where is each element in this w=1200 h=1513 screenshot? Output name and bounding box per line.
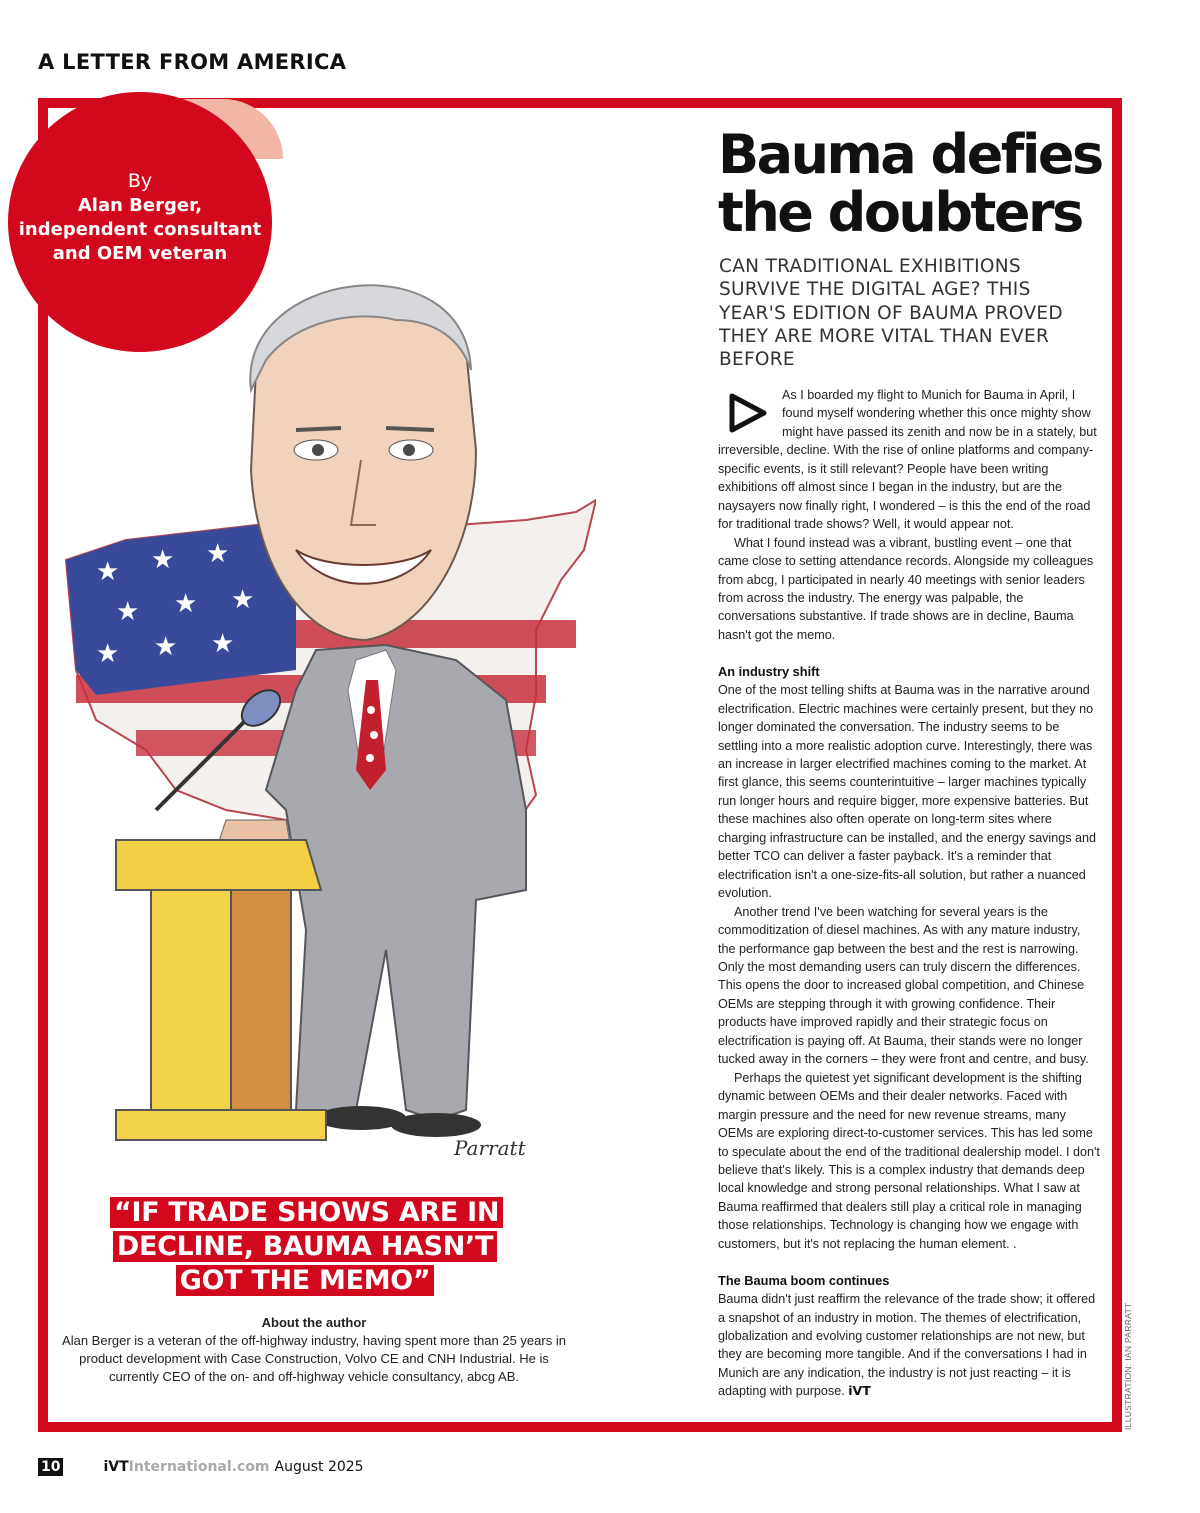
- paragraph-section1-1: One of the most telling shifts at Bauma was in the narrative around electrification. Electric machines were certainly present, but they no longer dominated the conversation. The industry seems to be settling into a more realistic adoption curve. Interestingly, there was an increase in larger electrified machines coming to the market. At first glance, this seems counterintuitive – larger machines typically run longer hours and require bigger, more expensive batteries. But these machines also often operate on long-term sites where charging infrastructure can be installed, and the energy savings and better TCO can deliver a faster payback. It's a reminder that electrification isn't a one-size-fits-all solution, but rather a nuanced evolution.: [718, 683, 1097, 901]
- svg-text:★: ★: [154, 632, 178, 662]
- brand-ivt: iVT: [103, 1459, 129, 1475]
- svg-text:★: ★: [174, 589, 198, 619]
- page-number: 10: [38, 1458, 63, 1476]
- svg-text:★: ★: [206, 539, 230, 569]
- section-label: A LETTER FROM AMERICA: [38, 50, 347, 74]
- paragraph-intro-2: What I found instead was a vibrant, bustling event – one that came close to setting attendance records. Alongside my colleagues from abcg, I participated in nearly 40 meetings with senior leaders from across the industry. The energy was palpable, the conversations substantive. If trade shows are in decline, Bauma hasn't got the memo.: [718, 535, 1094, 642]
- paragraph-section2: Bauma didn't just reaffirm the relevance of the trade show; it offered a snapshot of an industry in motion. The themes of electrification, globalization and evolving customer relationships are not new, but they are becoming more tangible. And if the conversations I had in Munich are any indication, the industry is not just reacting – it is adapting with purpose.: [718, 1292, 1096, 1399]
- end-mark: iVT: [848, 1383, 871, 1399]
- brand-website: International.com: [128, 1459, 270, 1475]
- pull-quote: [110, 1196, 500, 1298]
- artist-signature: Parratt: [454, 1136, 526, 1160]
- about-title: About the author: [261, 1315, 367, 1330]
- byline-by: By: [127, 170, 153, 192]
- svg-text:★: ★: [96, 639, 120, 669]
- illustration-credit: [1123, 1300, 1137, 1430]
- podium: [116, 840, 326, 1140]
- svg-text:★: ★: [151, 545, 175, 575]
- article-body: [718, 386, 1100, 1401]
- pull-quote-text: “IF TRADE SHOWS ARE IN DECLINE, BAUMA HASN’T GOT THE MEMO”: [110, 1197, 503, 1296]
- svg-text:★: ★: [211, 629, 235, 659]
- headline-line-1: Bauma defies: [718, 123, 1102, 186]
- byline-name-line-1: Alan Berger,: [77, 195, 203, 216]
- illustration-credit-text: ILLUSTRATION: IAN PARRATT: [1123, 1302, 1133, 1430]
- byline-name-line-3: and OEM veteran: [52, 243, 228, 264]
- svg-text:★: ★: [231, 585, 255, 615]
- about-the-author: [60, 1314, 568, 1386]
- paragraph-section1-3: Perhaps the quietest yet significant development is the shifting dynamic between OEMs and their dealer networks. Faced with margin pressure and the need for new revenue streams, many OEMs are exploring direct-to-customer services. This has led some to speculate about the end of the traditional dealership model. I don't believe that's likely. This is a complex industry that demands deep local knowledge and strong personal relationships. What I saw at Bauma reaffirmed that dealers still play a critical role in managing those relationships. Technology is changing how we engage with customers, but it's not replacing the human element. .: [718, 1070, 1100, 1251]
- issue-date: August 2025: [274, 1459, 364, 1475]
- about-text: Alan Berger is a veteran of the off-highway industry, having spent more than 25 years in product development with Case Construction, Volvo CE and CNH Industrial. He is currently CEO of the on- and off-highway vehicle consultancy, abcg AB.: [62, 1333, 566, 1384]
- headline: [718, 123, 1108, 244]
- subheading-industry-shift: An industry shift: [718, 663, 820, 679]
- play-arrow-icon: [718, 388, 776, 438]
- subheading-bauma-boom: The Bauma boom continues: [718, 1272, 890, 1288]
- byline-name-line-2: independent consultant: [18, 219, 262, 240]
- svg-text:★: ★: [116, 597, 140, 627]
- standfirst: CAN TRADITIONAL EXHIBITIONS SURVIVE THE DIGITAL AGE? THIS YEAR'S EDITION OF BAUMA PROVED THEY ARE MORE VITAL THAN EVER BEFORE: [719, 256, 1063, 371]
- paragraph-intro-1: As I boarded my flight to Munich for Bauma in April, I found myself wondering whether this once mighty show might have passed its zenith and now be in a stately, but irreversible, decline. With the rise of online platforms and company-specific events, is it still relevant? People have been writing exhibitions off almost since I began in the industry, but are the naysayers now finally right, I wondered – is this the end of the road for traditional trade shows? Well, it would appear not.: [718, 388, 1097, 532]
- caricature-illustration: [56, 250, 596, 1170]
- byline-badge: [8, 92, 272, 352]
- page-footer: [38, 1458, 364, 1476]
- headline-line-2: the doubters: [718, 181, 1082, 244]
- paragraph-section1-2: Another trend I've been watching for several years is the commoditization of diesel machines. As with any mature industry, the performance gap between the best and the rest is narrowing. Only the most demanding users can truly discern the differences. This opens the door to increased global competition, and Chinese OEMs are stepping through it with growing confidence. Their products have improved rapidly and their strategic focus on electrification is paying off. At Bauma, their stands were no longer tucked away in the corners – they were front and centre, and busy.: [718, 904, 1089, 1067]
- svg-text:★: ★: [96, 557, 120, 587]
